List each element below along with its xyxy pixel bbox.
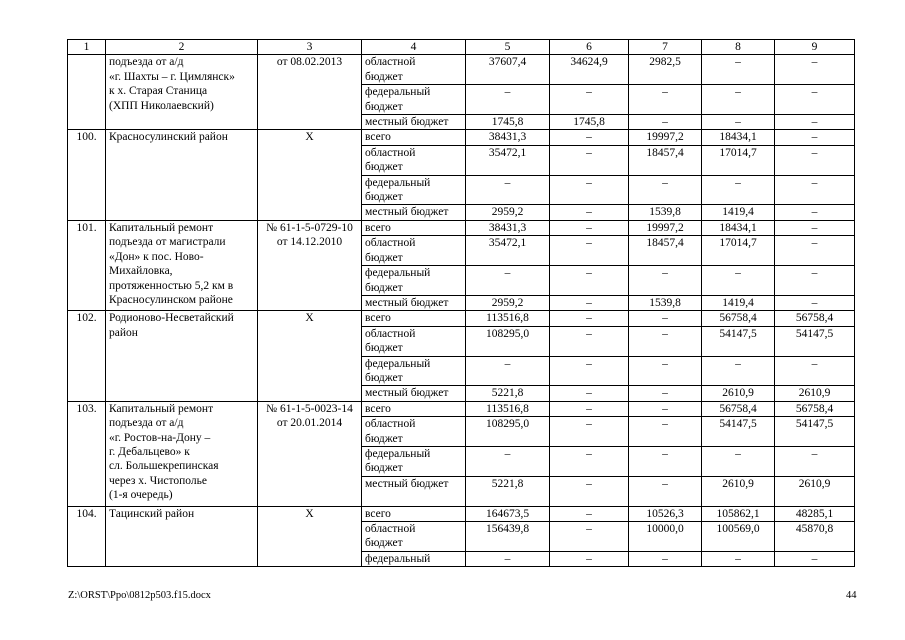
amount-cell: 156439,8 — [466, 522, 550, 552]
amount-cell: – — [775, 205, 855, 220]
document-ref: Х — [258, 130, 362, 220]
amount-cell: 54147,5 — [775, 417, 855, 447]
amount-cell: – — [702, 446, 775, 476]
amount-cell: – — [702, 115, 775, 130]
amount-cell: – — [550, 356, 629, 386]
amount-cell: – — [702, 266, 775, 296]
amount-cell: – — [775, 236, 855, 266]
amount-cell: – — [775, 551, 855, 566]
amount-cell: 2610,9 — [775, 476, 855, 506]
amount-cell: 5221,8 — [466, 386, 550, 401]
funding-source: областной бюджет — [362, 55, 466, 85]
budget-table — [67, 39, 855, 567]
amount-cell: 1539,8 — [629, 205, 702, 220]
funding-source: федеральный бюджет — [362, 85, 466, 115]
amount-cell: 18434,1 — [702, 130, 775, 145]
amount-cell: – — [466, 551, 550, 566]
column-number: 8 — [702, 40, 775, 55]
amount-cell: 2610,9 — [702, 386, 775, 401]
funding-source: федеральный бюджет — [362, 266, 466, 296]
funding-source: всего — [362, 506, 466, 521]
amount-cell: 18457,4 — [629, 236, 702, 266]
table-row — [68, 506, 855, 521]
amount-cell: 108295,0 — [466, 326, 550, 356]
amount-cell: 10000,0 — [629, 522, 702, 552]
amount-cell: – — [629, 417, 702, 447]
amount-cell: 54147,5 — [702, 417, 775, 447]
amount-cell: – — [466, 446, 550, 476]
amount-cell: 54147,5 — [702, 326, 775, 356]
amount-cell: 1419,4 — [702, 295, 775, 310]
amount-cell: 1745,8 — [466, 115, 550, 130]
amount-cell: 19997,2 — [629, 130, 702, 145]
item-number: 104. — [68, 506, 106, 567]
amount-cell: – — [629, 85, 702, 115]
amount-cell: – — [629, 551, 702, 566]
table-row — [68, 311, 855, 326]
funding-source: местный бюджет — [362, 476, 466, 506]
amount-cell: 56758,4 — [702, 401, 775, 416]
amount-cell: 2959,2 — [466, 205, 550, 220]
funding-source: областной бюджет — [362, 417, 466, 447]
document-ref: Х — [258, 311, 362, 401]
page-number: 44 — [846, 590, 857, 601]
amount-cell: – — [775, 145, 855, 175]
amount-cell: 34624,9 — [550, 55, 629, 85]
object-name: подъезда от а/д «г. Шахты – г. Цимлянск» к х. Старая Станица (ХПП Николаевский) — [106, 55, 258, 130]
amount-cell: – — [550, 130, 629, 145]
amount-cell: – — [775, 446, 855, 476]
document-ref: № 61-1-5-0729-10 от 14.12.2010 — [258, 220, 362, 310]
amount-cell: 56758,4 — [775, 311, 855, 326]
amount-cell: 18457,4 — [629, 145, 702, 175]
amount-cell: – — [775, 175, 855, 205]
object-name: Капитальный ремонт подъезда от а/д «г. Ростов-на-Дону – г. Дебальцево» к сл. Большекрепинская через х. Чистополье (1-я очередь) — [106, 401, 258, 506]
amount-cell: 18434,1 — [702, 220, 775, 235]
amount-cell: – — [629, 326, 702, 356]
amount-cell: 2959,2 — [466, 295, 550, 310]
amount-cell: 108295,0 — [466, 417, 550, 447]
amount-cell: 10526,3 — [629, 506, 702, 521]
amount-cell: 48285,1 — [775, 506, 855, 521]
amount-cell: – — [550, 551, 629, 566]
funding-source: областной бюджет — [362, 236, 466, 266]
amount-cell: 5221,8 — [466, 476, 550, 506]
funding-source: местный бюджет — [362, 295, 466, 310]
amount-cell: 2610,9 — [775, 386, 855, 401]
item-number: 101. — [68, 220, 106, 310]
amount-cell: 105862,1 — [702, 506, 775, 521]
funding-source: федеральный — [362, 551, 466, 566]
amount-cell: – — [629, 476, 702, 506]
file-path: Z:\ORST\Ppo\0812p503.f15.docx — [68, 590, 211, 601]
amount-cell: – — [550, 386, 629, 401]
document-ref: № 61-1-5-0023-14 от 20.01.2014 — [258, 401, 362, 506]
amount-cell: 35472,1 — [466, 236, 550, 266]
amount-cell: – — [775, 356, 855, 386]
funding-source: федеральный бюджет — [362, 446, 466, 476]
table-row — [68, 401, 855, 416]
amount-cell: 37607,4 — [466, 55, 550, 85]
object-name: Родионово-Несветайский район — [106, 311, 258, 401]
amount-cell: – — [702, 356, 775, 386]
table-row — [68, 55, 855, 85]
amount-cell: – — [550, 205, 629, 220]
amount-cell: – — [629, 401, 702, 416]
amount-cell: – — [775, 130, 855, 145]
funding-source: областной бюджет — [362, 326, 466, 356]
column-number: 7 — [629, 40, 702, 55]
amount-cell: – — [775, 266, 855, 296]
funding-source: всего — [362, 220, 466, 235]
amount-cell: – — [702, 85, 775, 115]
document-ref: от 08.02.2013 — [258, 55, 362, 130]
amount-cell: 38431,3 — [466, 220, 550, 235]
amount-cell: 113516,8 — [466, 401, 550, 416]
column-number: 5 — [466, 40, 550, 55]
funding-source: всего — [362, 130, 466, 145]
column-number: 4 — [362, 40, 466, 55]
column-number: 1 — [68, 40, 106, 55]
amount-cell: 1419,4 — [702, 205, 775, 220]
column-number: 9 — [775, 40, 855, 55]
amount-cell: – — [466, 175, 550, 205]
column-number: 6 — [550, 40, 629, 55]
amount-cell: – — [775, 55, 855, 85]
amount-cell: – — [550, 311, 629, 326]
amount-cell: – — [629, 386, 702, 401]
amount-cell: – — [550, 522, 629, 552]
amount-cell: – — [629, 446, 702, 476]
amount-cell: 113516,8 — [466, 311, 550, 326]
funding-source: областной бюджет — [362, 145, 466, 175]
amount-cell: – — [629, 266, 702, 296]
amount-cell: – — [550, 145, 629, 175]
item-number: 103. — [68, 401, 106, 506]
amount-cell: – — [550, 446, 629, 476]
funding-source: всего — [362, 401, 466, 416]
amount-cell: – — [550, 506, 629, 521]
table-row — [68, 220, 855, 235]
object-name: Капитальный ремонт подъезда от магистрали «Дон» к пос. Ново- Михайловка, протяженностью 5,2 км в Красносулинском районе — [106, 220, 258, 310]
amount-cell: 38431,3 — [466, 130, 550, 145]
amount-cell: – — [466, 356, 550, 386]
amount-cell: – — [775, 220, 855, 235]
amount-cell: 35472,1 — [466, 145, 550, 175]
column-number: 3 — [258, 40, 362, 55]
funding-source: местный бюджет — [362, 115, 466, 130]
amount-cell: 2610,9 — [702, 476, 775, 506]
amount-cell: – — [775, 115, 855, 130]
column-number: 2 — [106, 40, 258, 55]
amount-cell: 17014,7 — [702, 236, 775, 266]
amount-cell: 19997,2 — [629, 220, 702, 235]
column-number-row — [68, 40, 855, 55]
amount-cell: – — [629, 356, 702, 386]
amount-cell: 56758,4 — [775, 401, 855, 416]
amount-cell: – — [550, 85, 629, 115]
item-number: 102. — [68, 311, 106, 401]
amount-cell: – — [702, 175, 775, 205]
amount-cell: 164673,5 — [466, 506, 550, 521]
funding-source: областной бюджет — [362, 522, 466, 552]
funding-source: федеральный бюджет — [362, 175, 466, 205]
amount-cell: 1745,8 — [550, 115, 629, 130]
amount-cell: – — [550, 417, 629, 447]
item-number — [68, 55, 106, 130]
item-number: 100. — [68, 130, 106, 220]
amount-cell: 1539,8 — [629, 295, 702, 310]
amount-cell: 56758,4 — [702, 311, 775, 326]
table-row — [68, 130, 855, 145]
amount-cell: – — [550, 295, 629, 310]
amount-cell: – — [466, 85, 550, 115]
amount-cell: – — [629, 311, 702, 326]
amount-cell: – — [550, 220, 629, 235]
funding-source: местный бюджет — [362, 205, 466, 220]
amount-cell: – — [702, 55, 775, 85]
funding-source: всего — [362, 311, 466, 326]
amount-cell: – — [775, 85, 855, 115]
amount-cell: – — [550, 326, 629, 356]
amount-cell: 54147,5 — [775, 326, 855, 356]
amount-cell: 100569,0 — [702, 522, 775, 552]
amount-cell: – — [550, 476, 629, 506]
amount-cell: – — [550, 266, 629, 296]
amount-cell: – — [550, 236, 629, 266]
amount-cell: – — [702, 551, 775, 566]
amount-cell: – — [629, 175, 702, 205]
amount-cell: – — [550, 175, 629, 205]
funding-source: федеральный бюджет — [362, 356, 466, 386]
amount-cell: – — [550, 401, 629, 416]
funding-source: местный бюджет — [362, 386, 466, 401]
object-name: Тацинский район — [106, 506, 258, 567]
amount-cell: – — [466, 266, 550, 296]
amount-cell: 2982,5 — [629, 55, 702, 85]
document-ref: Х — [258, 506, 362, 567]
object-name: Красносулинский район — [106, 130, 258, 220]
amount-cell: 17014,7 — [702, 145, 775, 175]
amount-cell: – — [629, 115, 702, 130]
amount-cell: – — [775, 295, 855, 310]
amount-cell: 45870,8 — [775, 522, 855, 552]
